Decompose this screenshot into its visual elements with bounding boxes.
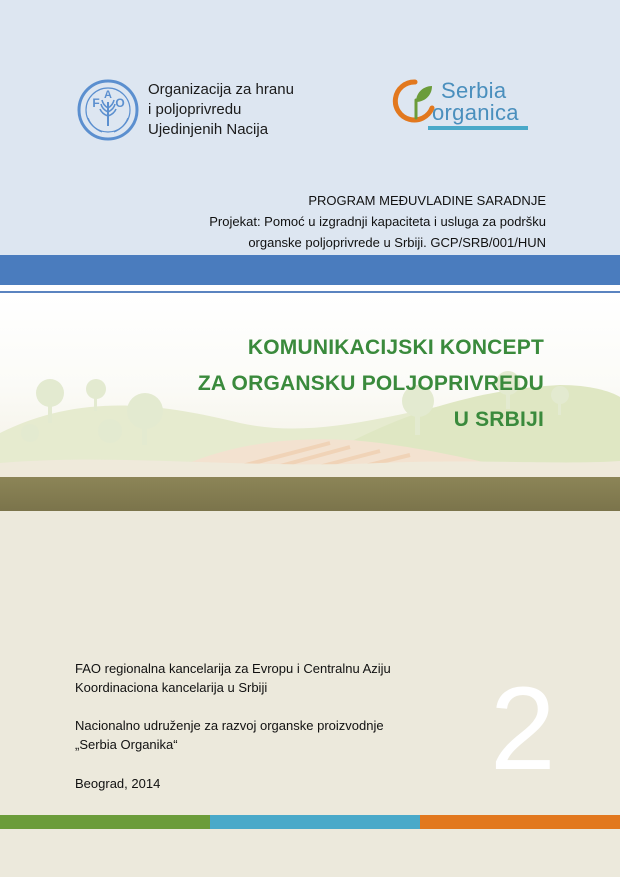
document-title bbox=[198, 330, 544, 438]
footer-stripe-green bbox=[0, 815, 210, 829]
program-title: PROGRAM MEĐUVLADINE SARADNJE bbox=[308, 193, 546, 208]
title-line: KOMUNIKACIJSKI KONCEPT bbox=[247, 336, 544, 359]
office-line: FAO regionalna kancelarija za Evropu i Centralnu Aziju bbox=[75, 661, 391, 676]
association-block bbox=[75, 716, 384, 754]
fao-name bbox=[148, 80, 294, 140]
svg-text:O: O bbox=[115, 96, 125, 110]
serbia-organica-word-1: Serbia bbox=[441, 78, 507, 103]
blue-divider-bar bbox=[0, 255, 620, 285]
footer-stripe-cyan bbox=[210, 815, 420, 829]
title-line: U SRBIJI bbox=[453, 408, 544, 431]
svg-text:F: F bbox=[92, 96, 100, 110]
project-line: Projekat: Pomoć u izgradnji kapaciteta i usluga za podršku bbox=[209, 214, 546, 229]
project-line: organske poljoprivrede u Srbiji. GCP/SRB/001/HUN bbox=[248, 235, 546, 250]
program-description bbox=[209, 190, 546, 253]
serbia-organica-word-2: organica bbox=[432, 100, 519, 125]
serbia-organica-underline bbox=[428, 126, 528, 130]
footer-stripe-orange bbox=[420, 815, 620, 829]
svg-text:A: A bbox=[104, 89, 112, 101]
place-year: Beograd, 2014 bbox=[75, 776, 161, 791]
fao-name-line: i poljoprivredu bbox=[148, 101, 242, 118]
association-line: „Serbia Organika“ bbox=[75, 737, 178, 752]
fao-name-line: Organizacija za hranu bbox=[148, 81, 294, 98]
olive-divider-bar bbox=[0, 477, 620, 511]
office-line: Koordinaciona kancelarija u Srbiji bbox=[75, 680, 268, 695]
fao-wheat-emblem-icon bbox=[76, 78, 140, 142]
offices-block bbox=[75, 659, 391, 697]
title-line: ZA ORGANSKU POLJOPRIVREDU bbox=[197, 372, 544, 395]
issue-number: 2 bbox=[490, 663, 556, 795]
fao-name-line: Ujedinjenih Nacija bbox=[148, 121, 269, 138]
association-line: Nacionalno udruženje za razvoj organske proizvodnje bbox=[75, 718, 384, 733]
